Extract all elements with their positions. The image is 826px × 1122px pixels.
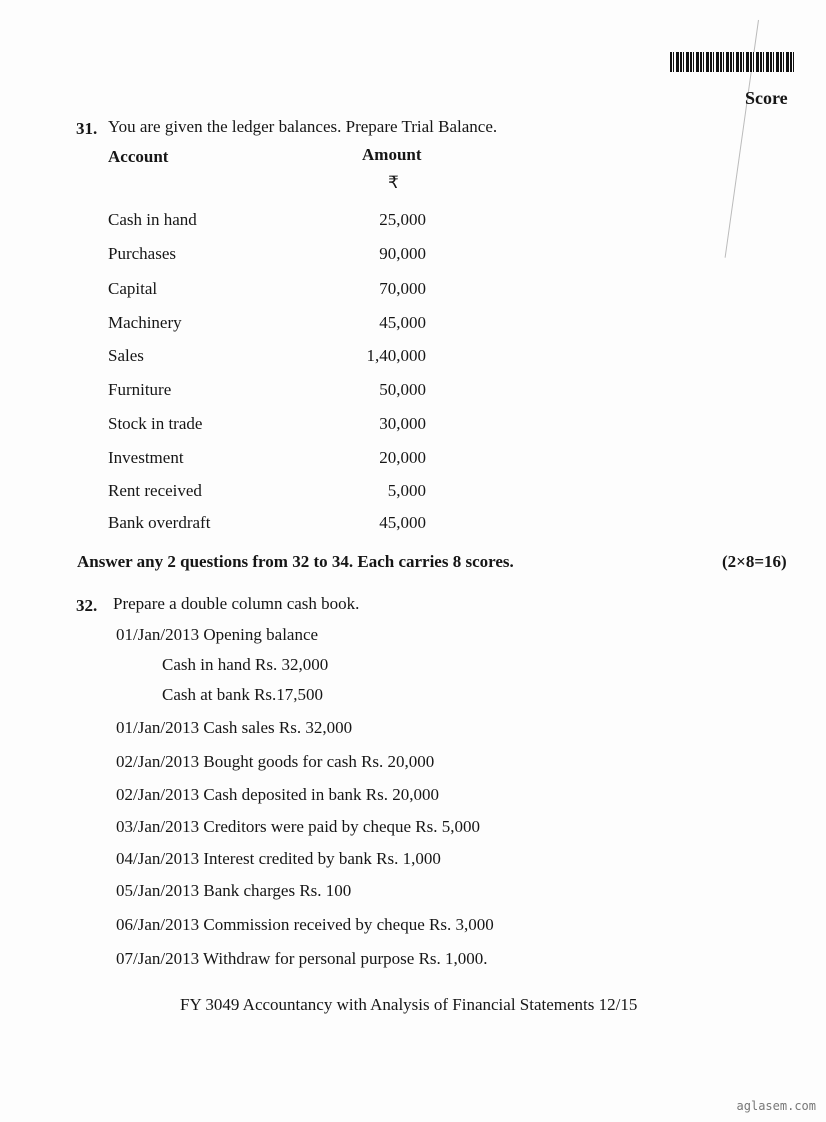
rupee-symbol: ₹ <box>388 173 399 192</box>
account-amount: 1,40,000 <box>366 346 426 365</box>
account-name: Cash in hand <box>108 210 197 229</box>
account-amount: 50,000 <box>379 380 426 399</box>
account-amount: 45,000 <box>379 313 426 332</box>
transaction-line: 01/Jan/2013 Cash sales Rs. 32,000 <box>116 718 353 737</box>
account-amount: 30,000 <box>379 414 426 433</box>
section-instruction: Answer any 2 questions from 32 to 34. Each carries 8 scores. <box>77 552 514 571</box>
account-name: Stock in trade <box>108 414 203 433</box>
section-marks: (2×8=16) <box>722 552 787 571</box>
q31-number: 31. <box>76 119 98 138</box>
account-amount: 5,000 <box>387 481 426 500</box>
cash-in-hand: Cash in hand Rs. 32,000 <box>162 655 329 674</box>
q32-text: Prepare a double column cash book. <box>113 594 360 613</box>
account-name: Capital <box>108 279 158 298</box>
account-name: Rent received <box>108 481 202 500</box>
transaction-line: 02/Jan/2013 Cash deposited in bank Rs. 20,000 <box>116 785 439 804</box>
account-amount: 90,000 <box>379 244 426 263</box>
score-label: Score <box>745 88 788 108</box>
transaction-line: 04/Jan/2013 Interest credited by bank Rs. 1,000 <box>116 849 441 868</box>
col-account: Account <box>108 147 169 166</box>
cash-at-bank: Cash at bank Rs.17,500 <box>162 685 324 704</box>
q31-text: You are given the ledger balances. Prepare Trial Balance. <box>108 117 498 136</box>
transaction-line: 06/Jan/2013 Commission received by cheque Rs. 3,000 <box>116 915 494 934</box>
transaction-line: 02/Jan/2013 Bought goods for cash Rs. 20,000 <box>116 752 435 771</box>
col-amount: Amount <box>362 145 422 164</box>
watermark: aglasem.com <box>736 1099 816 1113</box>
account-amount: 25,000 <box>379 210 426 229</box>
account-name: Furniture <box>108 380 172 399</box>
account-amount: 45,000 <box>379 513 426 532</box>
account-name: Purchases <box>108 244 176 263</box>
account-name: Bank overdraft <box>108 513 211 532</box>
transaction-line: 05/Jan/2013 Bank charges Rs. 100 <box>116 881 352 900</box>
account-amount: 70,000 <box>379 279 426 298</box>
account-name: Machinery <box>108 313 182 332</box>
account-amount: 20,000 <box>379 448 426 467</box>
transaction-line: 03/Jan/2013 Creditors were paid by cheque Rs. 5,000 <box>116 817 481 836</box>
account-name: Investment <box>108 448 184 467</box>
q32-number: 32. <box>76 596 98 615</box>
barcode <box>670 52 796 72</box>
transaction-line: 07/Jan/2013 Withdraw for personal purpose Rs. 1,000. <box>116 949 488 968</box>
account-name: Sales <box>108 346 144 365</box>
footer-text: FY 3049 Accountancy with Analysis of Financial Statements 12/15 <box>180 995 638 1014</box>
opening-balance: 01/Jan/2013 Opening balance <box>116 625 319 644</box>
